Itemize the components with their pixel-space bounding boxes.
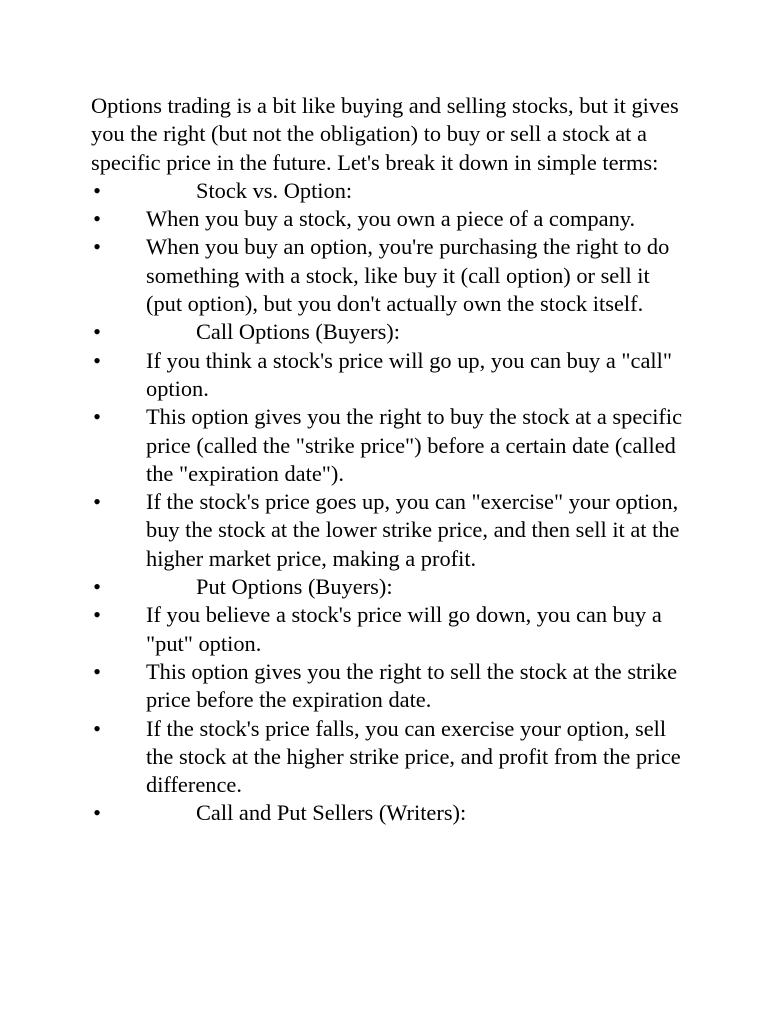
document-page	[91, 92, 691, 828]
list-item	[91, 347, 691, 404]
bullet-icon: •	[93, 206, 101, 232]
list-item-text: When you buy a stock, you own a piece of a company.	[146, 206, 636, 232]
list-item-text: Stock vs. Option:	[196, 177, 353, 203]
list-item-text: This option gives you the right to buy the stock at a specific price (called the "strike price") before a certain date (called the "expiration date").	[146, 404, 683, 486]
list-item-text: When you buy an option, you're purchasing the right to do something with a stock, like buy it (call option) or sell it (put option), but you don't actually own the stock itself.	[146, 234, 670, 317]
list-item-text: If the stock's price falls, you can exercise your option, sell the stock at the higher strike price, and profit from the price difference.	[146, 715, 681, 798]
list-item-text: If you think a stock's price will go up, you can buy a "call" option.	[146, 347, 672, 401]
bullet-icon: •	[93, 319, 101, 345]
list-item	[91, 488, 691, 573]
list-item	[91, 205, 691, 233]
bullet-list	[91, 177, 691, 828]
list-item-text: This option gives you the right to sell the stock at the strike price before the expiration date.	[146, 658, 678, 713]
list-item-text: If you believe a stock's price will go down, you can buy a "put" option.	[146, 602, 662, 656]
list-item-text: Call and Put Sellers (Writers):	[196, 800, 467, 826]
bullet-icon: •	[93, 177, 101, 203]
list-item	[91, 403, 691, 488]
bullet-icon: •	[93, 347, 101, 373]
list-item-text: Put Options (Buyers):	[196, 574, 393, 600]
list-item-heading	[91, 177, 691, 205]
bullet-icon: •	[93, 658, 101, 684]
list-item-text: Call Options (Buyers):	[196, 319, 400, 345]
list-item	[91, 601, 691, 658]
bullet-icon: •	[93, 234, 101, 260]
bullet-icon: •	[93, 404, 101, 430]
list-item	[91, 658, 691, 715]
bullet-icon: •	[93, 489, 101, 515]
list-item	[91, 715, 691, 800]
list-item-heading	[91, 799, 691, 827]
bullet-icon: •	[93, 574, 101, 600]
list-item-heading	[91, 573, 691, 601]
bullet-icon: •	[93, 715, 101, 741]
list-item-heading	[91, 318, 691, 346]
bullet-icon: •	[93, 602, 101, 628]
bullet-icon: •	[93, 800, 101, 826]
list-item-text: If the stock's price goes up, you can "exercise" your option, buy the stock at the lower strike price, and then sell it at the higher market price, making a profit.	[146, 489, 680, 571]
list-item	[91, 233, 691, 318]
intro-paragraph: Options trading is a bit like buying and selling stocks, but it gives you the right (but not the obligation) to buy or sell a stock at a specific price in the future. Let's break it down in simple terms:	[91, 93, 679, 175]
